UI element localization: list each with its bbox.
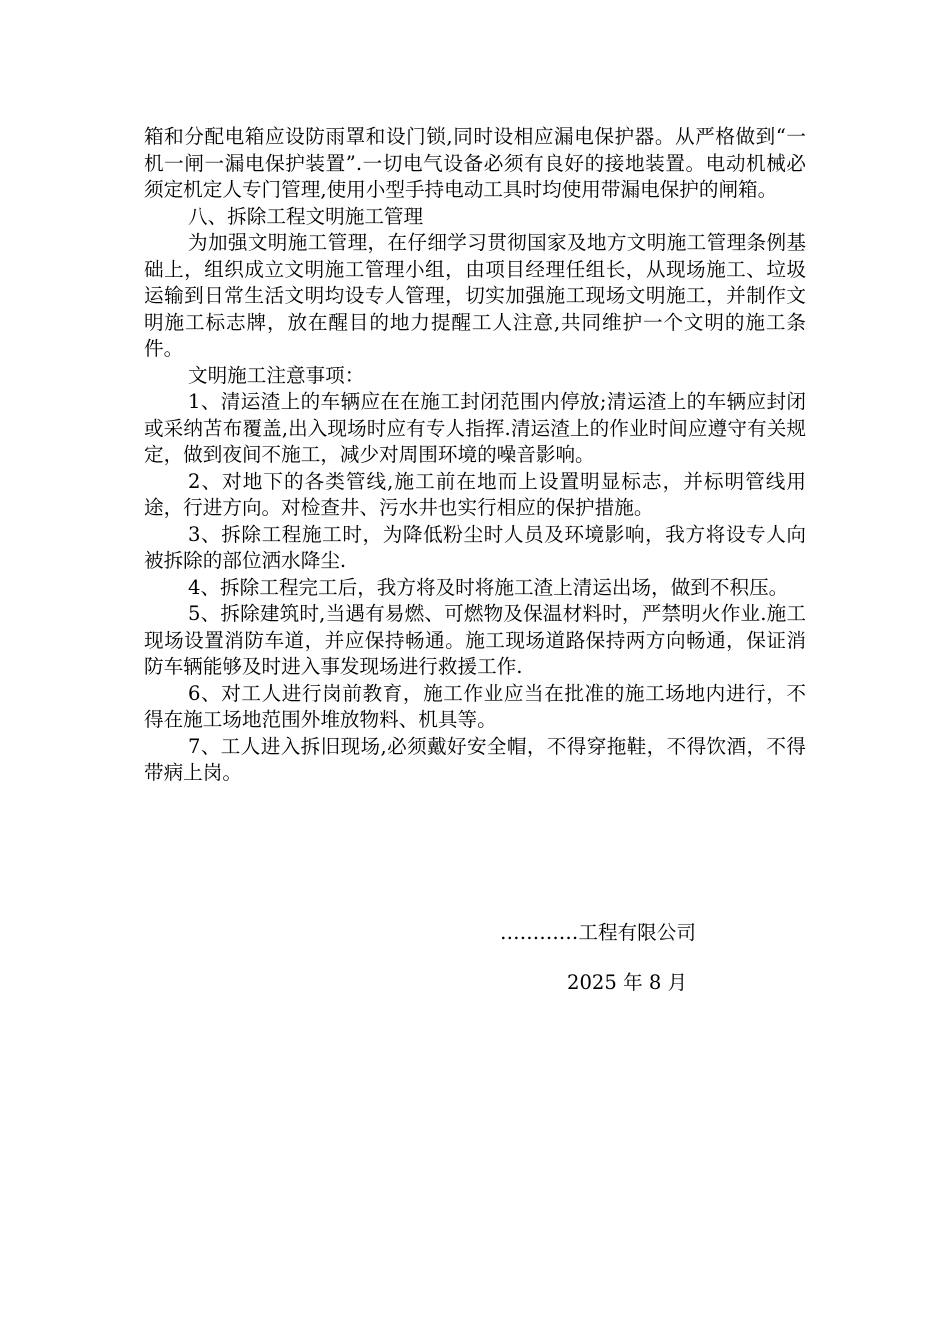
- paragraph-electrical-boxes: 箱和分配电箱应设防雨罩和设门锁,同时设相应漏电保护器。从严格做到“一机一闸一漏电保护装置”.一切电气设备必须有良好的接地装置。电动机械必须定机定人专门管理,使用小型手持电动工具时均使用带漏电保护的闸箱。: [144, 125, 806, 201]
- list-item-5: 5、拆除建筑时,当遇有易燃、可燃物及保温材料时，严禁明火作业.施工现场设置消防车道，并应保持畅通。施工现场道路保持两方向畅通，保证消防车辆能够及时进入事发现场进行救援工作.: [144, 602, 806, 678]
- list-item-3: 3、拆除工程施工时，为降低粉尘时人员及环境影响，我方将设专人向被拆除的部位洒水降尘.: [144, 522, 806, 572]
- list-item-6: 6、对工人进行岗前教育，施工作业应当在批准的施工场地内进行，不得在施工场地范围外堆放物料、机具等。: [144, 681, 806, 731]
- list-item-7: 7、工人进入拆旧现场,必须戴好安全帽，不得穿拖鞋，不得饮酒，不得带病上岗。: [144, 734, 806, 784]
- signature-company: …………工程有限公司: [500, 921, 696, 944]
- list-item-4: 4、拆除工程完工后，我方将及时将施工渣上清运出场，做到不积压。: [188, 575, 789, 599]
- list-item-2: 2、对地下的各类管线,施工前在地而上设置明显标志，并标明管线用途，行进方向。对检查井、污水井也实行相应的保护措施。: [144, 469, 806, 519]
- paragraph-civilized-management: 为加强文明施工管理，在仔细学习贯彻国家及地方文明施工管理条例基础上，组织成立文明施工管理小组，由项目经理任组长，从现场施工、垃圾运输到日常生活文明均设专人管理，切实加强施工现场文明施工，并制作文明施工标志牌，放在醒目的地力提醒工人注意,共同维护一个文明的施工条件。: [144, 231, 806, 360]
- list-item-1: 1、清运渣上的车辆应在在施工封闭范围内停放;清运渣上的车辆应封闭或采纳苫布覆盖,出入现场时应有专人指挥.清运渣上的作业时间应遵守有关规定，做到夜间不施工，减少对周围环境的噪音影响。: [144, 390, 806, 466]
- signature-date: 2025 年 8 月: [567, 971, 688, 994]
- section-heading-civilized-construction: 八、拆除工程文明施工管理: [188, 204, 424, 228]
- document-body: [144, 124, 806, 787]
- subheading-precautions: 文明施工注意事项：: [188, 363, 365, 387]
